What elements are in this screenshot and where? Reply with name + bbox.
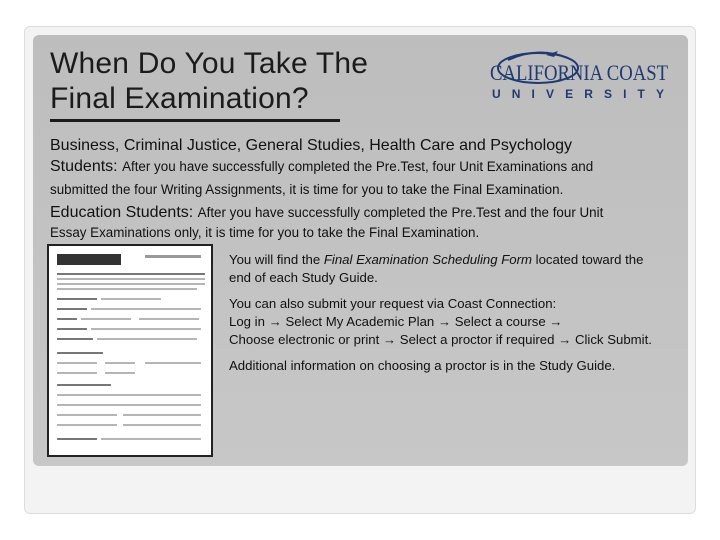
form-line [57, 404, 201, 406]
title-underline [50, 119, 340, 122]
form-line [57, 328, 87, 330]
california-coast-university-logo [488, 48, 670, 102]
slide-title [50, 46, 368, 116]
info-p2-line-3: Choose electronic or print → Select a proctor if required → Click Submit. [229, 332, 652, 347]
form-line [57, 394, 201, 396]
logo-subtext: UNIVERSITY [492, 87, 664, 101]
form-line [57, 438, 97, 440]
info-paragraph-1 [229, 251, 687, 287]
form-line [57, 362, 97, 364]
form-header-bar [57, 254, 121, 265]
form-line [81, 318, 131, 320]
scheduling-form-thumbnail [47, 244, 213, 457]
form-line [57, 384, 111, 386]
title-line-1: When Do You Take The [50, 47, 369, 80]
form-line [57, 308, 87, 310]
form-line [139, 318, 199, 320]
paragraph-1-body-1: After you have successfully completed the Pre.Test, four Unit Examinations and [122, 159, 594, 174]
paragraph-1-body-2: submitted the four Writing Assignments, it is time for you to take the Final Examination. [50, 182, 564, 197]
form-line [91, 308, 201, 310]
form-line [57, 372, 97, 374]
form-line [101, 438, 201, 440]
title-line-2: Final Examination? [50, 82, 309, 115]
paragraph-1-line-2 [50, 155, 680, 178]
form-line [145, 362, 201, 364]
info-p2-line-1: You can also submit your request via Coast Connection: [229, 296, 557, 311]
form-line [57, 424, 117, 426]
paragraph-2-line-1 [50, 201, 680, 224]
form-line [57, 298, 97, 300]
paragraph-education-students [50, 201, 680, 241]
scheduling-info [229, 251, 687, 383]
form-line [97, 338, 197, 340]
paragraph-1-lead: Business, Criminal Justice, General Studies, Health Care and Psychology [50, 137, 573, 154]
form-line [57, 318, 77, 320]
info-paragraph-2 [229, 295, 687, 349]
logo-wordmark: CALIFORNIA COAST [490, 60, 669, 85]
form-line [57, 288, 197, 290]
form-line [105, 372, 135, 374]
paragraph-1-lead-bold: Students: [50, 158, 118, 175]
info-p1-form-name: Final Examination Scheduling Form [323, 252, 532, 267]
form-header-line [145, 255, 201, 258]
form-line [105, 362, 135, 364]
info-p1-post: located toward the [535, 252, 644, 267]
info-p2-line-2: Log in → Select My Academic Plan → Select a course → [229, 314, 563, 329]
paragraph-2-body-1: After you have successfully completed the Pre.Test and the four Unit [197, 205, 604, 220]
paragraph-2-lead-bold: Education Students: [50, 204, 194, 221]
info-p1-pre: You will find the [229, 252, 321, 267]
form-line [57, 278, 205, 280]
info-paragraph-3: Additional information on choosing a proctor is in the Study Guide. [229, 358, 616, 373]
paragraph-business-students [50, 136, 680, 201]
form-line [57, 283, 205, 285]
info-p1-line-2: end of each Study Guide. [229, 270, 378, 285]
form-line [57, 273, 205, 275]
form-line [57, 338, 93, 340]
form-line [57, 352, 103, 354]
form-line [123, 414, 201, 416]
form-line [57, 414, 117, 416]
form-line [91, 328, 201, 330]
form-line [123, 424, 201, 426]
paragraph-2-body-2: Essay Examinations only, it is time for you to take the Final Examination. [50, 225, 480, 240]
form-line [101, 298, 161, 300]
